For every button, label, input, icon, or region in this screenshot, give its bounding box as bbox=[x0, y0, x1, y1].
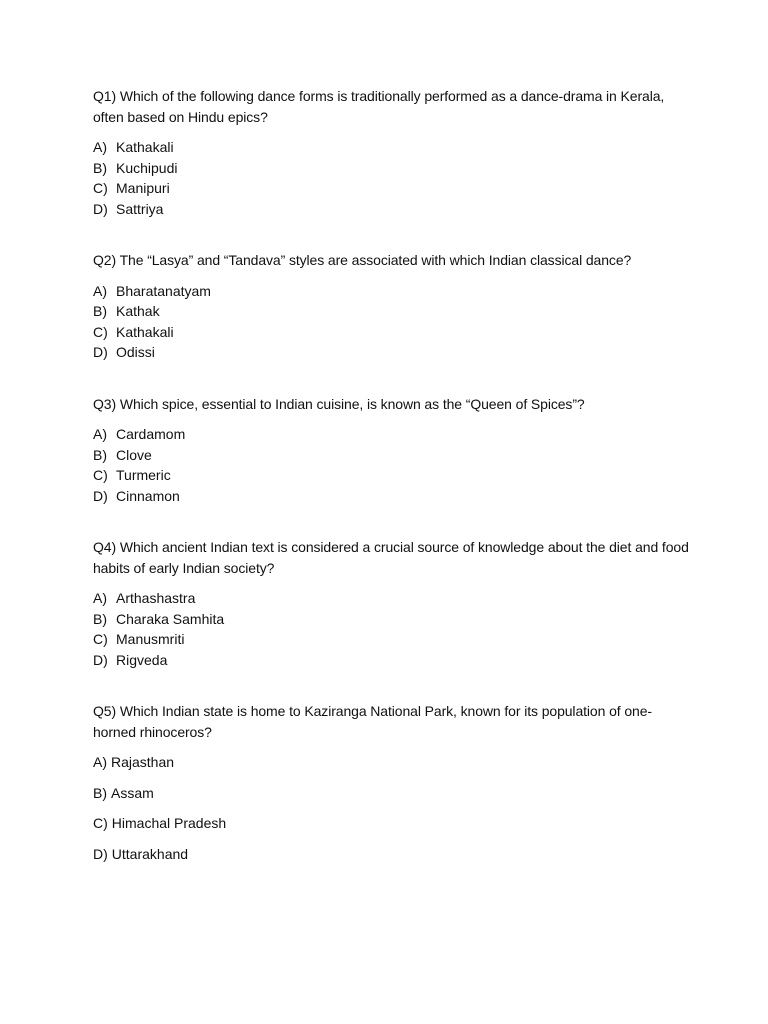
question-text: Q5) Which Indian state is home to Kaziranga National Park, known for its population of one-horned rhinoceros? bbox=[93, 703, 652, 740]
option-text: Assam bbox=[111, 784, 154, 801]
option-letter: A) bbox=[93, 754, 107, 770]
option-letter: D) bbox=[93, 845, 108, 862]
quiz-document bbox=[93, 86, 693, 874]
option-letter: C) bbox=[93, 323, 108, 340]
option-text: Uttarakhand bbox=[111, 845, 189, 862]
option-b bbox=[93, 609, 693, 630]
option-text: Odissi bbox=[116, 344, 155, 360]
option-letter: C) bbox=[93, 180, 108, 196]
option-a bbox=[93, 137, 693, 158]
option-text: Turmeric bbox=[116, 467, 171, 483]
option-c bbox=[93, 813, 693, 834]
option-text: Cardamom bbox=[116, 426, 186, 442]
option-a bbox=[93, 752, 693, 773]
question-1 bbox=[93, 86, 693, 219]
option-letter: A) bbox=[93, 426, 107, 442]
option-b bbox=[93, 301, 693, 322]
option-letter: B) bbox=[93, 610, 107, 627]
option-d bbox=[93, 342, 693, 363]
option-b bbox=[93, 158, 693, 179]
options-list bbox=[93, 752, 693, 864]
spacer bbox=[93, 506, 693, 537]
option-c bbox=[93, 629, 693, 650]
question-2 bbox=[93, 250, 693, 363]
option-text: Charaka Samhita bbox=[116, 610, 225, 627]
option-letter: A) bbox=[93, 590, 107, 606]
question-text: Q4) Which ancient Indian text is considered a crucial source of knowledge about the diet and food habits of early Indian society? bbox=[93, 539, 689, 576]
option-d bbox=[93, 844, 693, 865]
option-letter: D) bbox=[93, 200, 108, 217]
option-letter: D) bbox=[93, 344, 108, 360]
option-text: Rigveda bbox=[116, 651, 168, 668]
option-d bbox=[93, 650, 693, 671]
question-5 bbox=[93, 701, 693, 864]
option-letter: B) bbox=[93, 303, 107, 319]
option-letter: B) bbox=[93, 159, 107, 176]
option-letter: A) bbox=[93, 139, 107, 155]
question-4 bbox=[93, 537, 693, 670]
option-letter: C) bbox=[93, 631, 108, 647]
option-a bbox=[93, 424, 693, 445]
option-text: Kathakali bbox=[116, 139, 174, 155]
option-a bbox=[93, 281, 693, 302]
options-list bbox=[93, 137, 693, 219]
question-3 bbox=[93, 394, 693, 507]
option-letter: C) bbox=[93, 815, 108, 831]
option-c bbox=[93, 322, 693, 343]
option-letter: B) bbox=[93, 446, 107, 463]
option-letter: C) bbox=[93, 467, 108, 483]
option-text: Kathak bbox=[116, 303, 160, 319]
spacer bbox=[93, 363, 693, 394]
spacer bbox=[93, 219, 693, 250]
options-list bbox=[93, 281, 693, 363]
options-list bbox=[93, 588, 693, 670]
option-text: Manusmriti bbox=[116, 631, 185, 647]
option-d bbox=[93, 199, 693, 220]
option-text: Cinnamon bbox=[116, 487, 180, 504]
option-c bbox=[93, 178, 693, 199]
option-letter: D) bbox=[93, 487, 108, 504]
option-text: Himachal Pradesh bbox=[111, 815, 227, 831]
option-c bbox=[93, 465, 693, 486]
question-text: Q2) The “Lasya” and “Tandava” styles are associated with which Indian classical dance? bbox=[93, 252, 632, 268]
option-text: Kathakali bbox=[116, 323, 174, 340]
option-letter: A) bbox=[93, 282, 107, 299]
option-text: Manipuri bbox=[116, 180, 170, 196]
option-text: Kuchipudi bbox=[116, 159, 178, 176]
option-b bbox=[93, 783, 693, 804]
option-d bbox=[93, 486, 693, 507]
options-list bbox=[93, 424, 693, 506]
option-text: Clove bbox=[116, 446, 152, 463]
spacer bbox=[93, 670, 693, 701]
option-letter: D) bbox=[93, 651, 108, 668]
option-b bbox=[93, 445, 693, 466]
option-letter: B) bbox=[93, 784, 107, 801]
option-text: Sattriya bbox=[116, 200, 164, 217]
option-text: Arthashastra bbox=[116, 590, 196, 606]
question-text: Q3) Which spice, essential to Indian cuisine, is known as the “Queen of Spices”? bbox=[93, 395, 585, 412]
option-text: Rajasthan bbox=[111, 754, 175, 770]
question-text: Q1) Which of the following dance forms is traditionally performed as a dance-drama in Kerala, often based on Hindu epics? bbox=[93, 88, 665, 125]
option-text: Bharatanatyam bbox=[116, 282, 211, 299]
option-a bbox=[93, 588, 693, 609]
